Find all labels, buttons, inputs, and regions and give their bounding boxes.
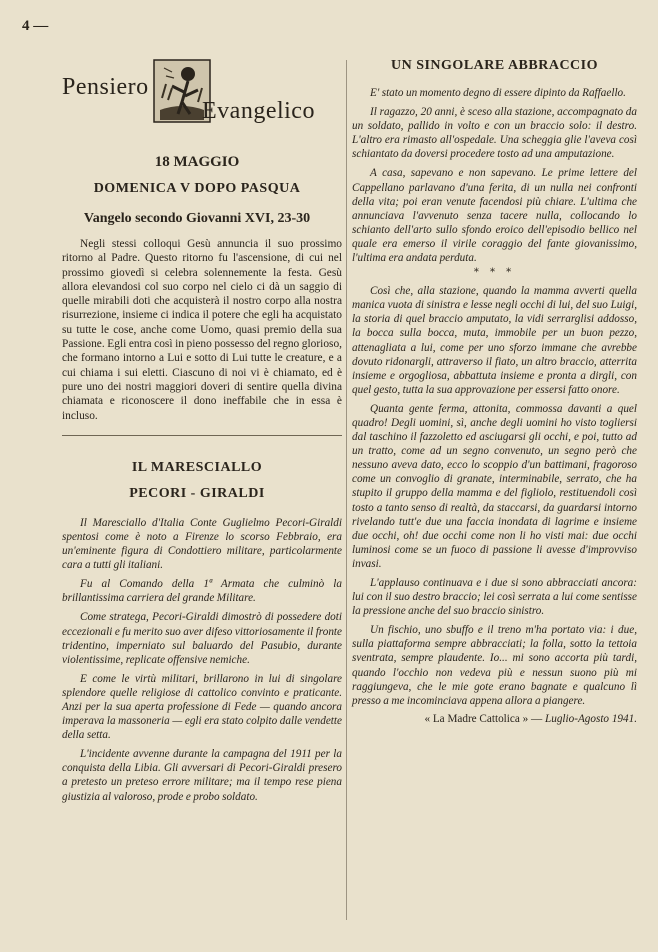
page-number: 4 —: [22, 18, 49, 34]
reading-date: 18 MAGGIO: [154, 154, 240, 170]
maresciallo-subtitle: PECORI - GIRALDI: [129, 485, 265, 501]
abbraccio-paragraph: Così che, alla stazione, quando la mamma avverti quella manica vuota di sinistra e lesse negli occhi di lui, del suo Luigi, la storia di quel braccio amputato, la vidi serrarglisi addosso, la bocca sulla bocca, muta, immobile per un buon pezzo, attenagliata a lui, come per uno sforzo immane che avrebbe dovuto ridonargli, attraverso il fiato, un altro braccio, atterrita insieme e orgogliosa, abbattuta insieme e pronta a dirgli, con quel gesto, tutta la sua approvazione per essersi fatto onore.: [352, 285, 637, 396]
abbraccio-title: UN SINGOLARE ABBRACCIO: [390, 58, 599, 73]
masthead-word-pensiero: Pensiero: [62, 74, 149, 100]
maresciallo-paragraph: Il Maresciallo d'Italia Conte Guglielmo Pecori-Giraldi spentosi come è noto a Firenze lo scorso Febbraio, era un'eminente figura di Condottiero militare, particolarmente cara a tutti gli italiani.: [62, 516, 342, 572]
abbraccio-paragraph: Quanta gente ferma, attonita, commossa davanti a quel quadro! Degli uomini, sì, anche degli uomini ho visto togliersi dal taschino il fazzoletto ed asciugarsi gli occhi, e poi, tutto ad un tratto, come ad un segno convenuto, un segno però che nessuno aveva dato, ecco lo scoppio d'un battimani, fragoroso come un convoglio di granate, interminabile, serrato, che ha stupito il gruppo della mamma e del figliolo, restituendoli così tosto a tanto senso di realtà, da staccarsi, da guardarsi intorno rivelando tutt'e due una faccia inondata di lagrime e insieme due occhi, oh! due occhi come non li ho visti mai: due occhi luminosi come se un fuoco di passione li avesse d'improvviso invasi.: [352, 402, 637, 570]
source-magazine: « La Madre Cattolica » —: [424, 712, 543, 725]
source-date: Luglio-Agosto 1941.: [545, 712, 637, 725]
section-rule: [62, 435, 342, 436]
left-column: [52, 58, 342, 809]
abbraccio-paragraph: A casa, sapevano e non sapevano. Le prime lettere del Cappellano parlavano d'una ferita, di un nulla nei confronti della vita; poi eran venute facendosi più chiare. L'ultima che annunciava l'avvenuto senza tacere nulla, collocando lo schianto dell'arto sullo sfondo eroico dell'episodio bellico nel quale era emerso il virile coraggio del fante giovanissimo, l'ultima era andata perduta.: [352, 167, 637, 265]
abbraccio-paragraph: L'applauso continuava e i due si sono abbracciati ancora: lui con il suo destro braccio; lei così serrata a lui come sentisse la pressione anche del suo braccio sinistro.: [352, 577, 637, 618]
masthead-word-evangelico: Evangelico: [202, 98, 315, 124]
abbraccio-paragraph: Il ragazzo, 20 anni, è sceso alla stazione, accompagnato da un soldato, pallido in volto e con un braccio solo: il destro. L'altro era rimasto all'ospedale. Una scheggia glie l'aveva così schiantato da doversi procedere tosto ad una amputazione.: [352, 106, 637, 161]
column-divider: [346, 60, 347, 920]
reading-text: Negli stessi colloqui Gesù annuncia il suo prossimo ritorno al Padre. Questo ritorno fu l'ascensione, di cui nel prossimo giovedì si celebra solennemente la festa. Gesù allora elevandosi col suo corpo nel cielo ci dà un saggio di quelle mirabili doti che acquisterà il nostro corpo alla nostra risurrezione, insieme ci indica il potere che egli ha acquistato su tutte le cose, anche come Uomo, quasi premio della sua Passione. Egli entra così in pieno possesso del regno glorioso, che formano intorno a Lui e sotto di Lui tutte le creature, e a cui chiama i sui eletti. Ciascuno di noi vi è chiamato, ed è pure uno dei nostri maggiori doveri di sentire quella divina chiamata e riconoscere il dono ineffabile che in essa è incluso.: [62, 238, 342, 422]
maresciallo-paragraph: E come le virtù militari, brillarono in lui di singolare splendore quelle religiose di cattolico convinto e praticante. Anzi per la sua aperta professione di Fede — quando ancora imperava la massoneria — egli era stato colpito dalle vendette della setta.: [62, 672, 342, 742]
reading-sunday: DOMENICA V DOPO PASQUA: [93, 181, 301, 196]
abbraccio-paragraph: Un fischio, uno sbuffo e il treno m'ha portato via: i due, sulla piattaforma sempre abbracciati; la folla, sotto la tettoia sventrata, sempre plaudente. Io... mi sono accorta più tardi, quando l'occhio non vedeva più e nessun suono più mi raggiungeva, che le mie gote erano bagnate e qualcuno lì presso a me incominciava appena allora a piangere.: [352, 624, 637, 707]
source-citation: [352, 713, 637, 725]
maresciallo-title: IL MARESCIALLO: [131, 459, 263, 475]
masthead: [52, 58, 342, 132]
right-column: [352, 58, 637, 725]
section-stars: * * *: [473, 267, 516, 279]
maresciallo-paragraph: Come stratega, Pecori-Giraldi dimostrò di possedere doti eccezionali e fu merito suo aver difeso vittoriosamente il fronte tridentino, imperniato sul baluardo del Pasubio, durante violentissime, replicate offensive nemiche.: [62, 611, 342, 666]
abbraccio-paragraph: E' stato un momento degno di essere dipinto da Raffaello.: [370, 87, 626, 99]
reading-gospel: Vangelo secondo Giovanni XVI, 23-30: [83, 211, 311, 226]
maresciallo-paragraph: L'incidente avvenne durante la campagna del 1911 per la conquista della Libia. Gli avversari di Pecori-Giraldi presero a pretesto un preteso errore militare; ma il tempo rese piena giustizia al valoroso, prode e probo soldato.: [62, 748, 342, 803]
maresciallo-paragraph: Fu al Comando della 1ª Armata che culminò la brillantissima carriera del grande Militare.: [62, 578, 342, 605]
